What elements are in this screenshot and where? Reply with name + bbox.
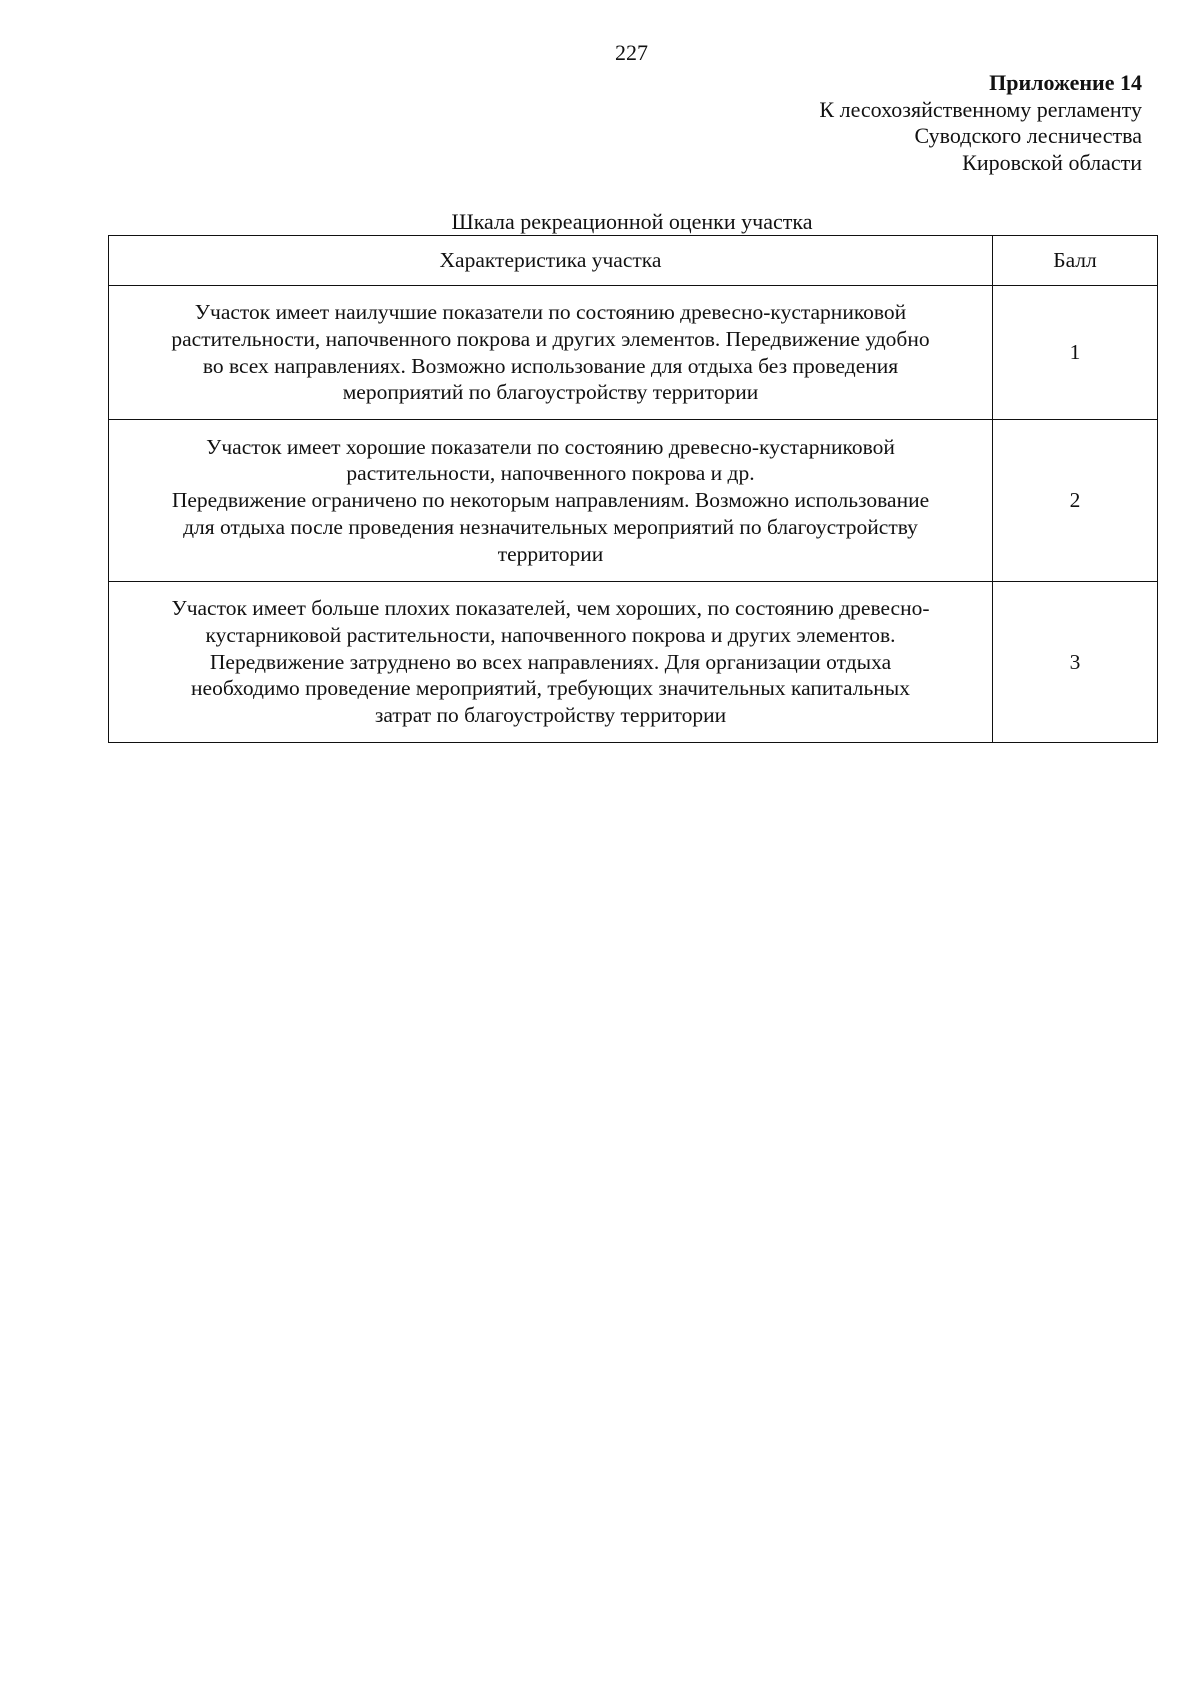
page-number: 227 [615,40,648,65]
score-cell: 3 [993,582,1158,743]
cell-line: растительности, напочвенного покрова и др. [346,461,755,486]
cell-line: Передвижение ограничено по некоторым направлениям. Возможно использование [171,488,930,513]
header-characteristic: Характеристика участка [109,236,993,286]
cell-line: мероприятий по благоустройству территории [342,380,759,405]
appendix-block [819,70,1142,176]
cell-line: кустарниковой растительности, напочвенного покрова и других элементов. [205,622,896,647]
cell-line: Участок имеет хорошие показатели по состоянию древесно-кустарниковой [206,434,895,459]
table-row [109,420,1158,582]
cell-line: территории [497,541,604,566]
cell-line: Участок имеет наилучшие показатели по состоянию древесно-кустарниковой [194,300,907,325]
score-cell: 1 [993,286,1158,420]
table-caption: Шкала рекреационной оценки участка [451,209,813,234]
characteristic-cell [109,420,993,582]
cell-line: Передвижение затруднено во всех направлениях. Для организации отдыха [209,649,892,674]
appendix-line: К лесохозяйственному регламенту [819,96,1142,122]
cell-line: во всех направлениях. Возможно использование для отдыха без проведения [202,353,899,378]
table-row [109,286,1158,420]
cell-line: растительности, напочвенного покрова и других элементов. Передвижение удобно [171,326,930,351]
header-score: Балл [993,236,1158,286]
recreation-scale-table [108,235,1158,743]
appendix-title: Приложение 14 [989,70,1142,95]
cell-line: затрат по благоустройству территории [374,703,727,728]
appendix-line: Кировской области [962,149,1142,175]
table-row [109,582,1158,743]
characteristic-cell [109,582,993,743]
cell-line: для отдыха после проведения незначительных мероприятий по благоустройству [183,514,918,539]
cell-line: Участок имеет больше плохих показателей, чем хороших, по состоянию древесно- [171,596,930,621]
table-header-row [109,236,1158,286]
appendix-line: Суводского лесничества [914,123,1142,148]
cell-line: необходимо проведение мероприятий, требующих значительных капитальных [191,676,910,701]
score-cell: 2 [993,420,1158,582]
characteristic-cell [109,286,993,420]
